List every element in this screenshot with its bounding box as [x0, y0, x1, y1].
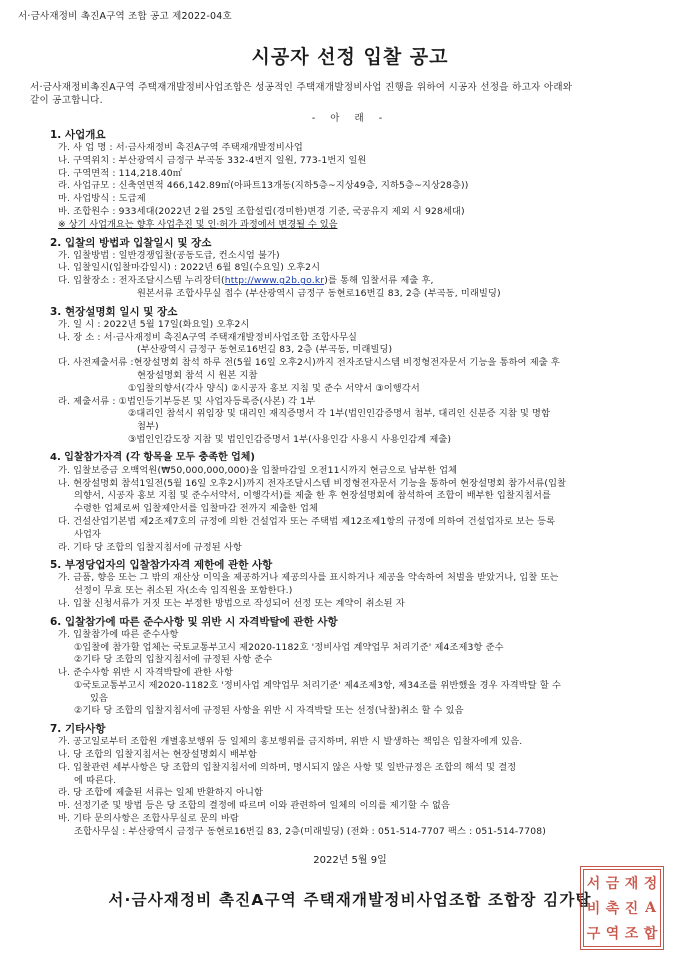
list-item: 라. 사업규모 : 신축연면적 466,142.89㎡(아파트13개동(지하5층~지상49층, 지하5층~지상28층)): [58, 180, 469, 192]
list-item-cont: ③법인인감도장 지참 및 법인인감증명서 1부(사용인감 사용시 사용인감계 제출): [128, 433, 452, 445]
section-5-heading: 5. 부정당업자의 입찰참가자격 제한에 관한 사항: [50, 559, 273, 572]
list-item-cont: ②기타 당 조합의 입찰지침서에 규정된 사항을 위반 시 자격박탈 또는 선정(낙찰)취소 할 수 있음: [74, 705, 464, 717]
intro-text: [30, 81, 666, 107]
seal-character: 합: [643, 926, 658, 943]
list-item: 라. 제출서류 : ①법인등기부등본 및 사업자등록증(사본) 각 1부: [58, 395, 316, 407]
list-item: 나. 준수사항 위반 시 자격박탈에 관한 사항: [58, 667, 233, 679]
list-item: 나. 당 조합의 입찰지침서는 현장설명회시 배부함: [58, 749, 257, 761]
list-item: 나. 장 소 : 서·금사재정비 촉진A구역 주택재개발정비사업조합 조합사무실: [58, 331, 358, 343]
seal-character: 재: [624, 875, 639, 892]
seal-character: A: [645, 899, 656, 916]
list-item: 가. 사 업 명 : 서·금사재정비 촉진A구역 주택재개발정비사업: [58, 142, 303, 153]
seal-character: 서: [586, 875, 601, 892]
list-item: 바. 조합원수 : 933세대(2022년 2월 25일 조합설립(경미한)변경 기준, 국공유지 제외 시 928세대): [58, 205, 465, 217]
list-item: 가. 공고일로부터 조합원 개별홍보행위 등 일체의 홍보행위를 금지하며, 위반 시 발생하는 책임은 입찰자에게 있음.: [58, 736, 523, 748]
section-1-heading: 1. 사업개요: [50, 129, 106, 141]
seal-character: 역: [605, 926, 620, 943]
list-item: 마. 선정기준 및 방법 등은 당 조합의 결정에 따르며 이와 관련하여 일체의 이의를 제기할 수 없음: [58, 800, 451, 812]
section-7-heading: 7. 기타사항: [50, 723, 106, 736]
list-item-cont: 첨부): [137, 421, 159, 433]
list-item: 다. 건설산업기본법 제2조제7호의 규정에 의한 건설업자 또는 주택법 제12조제1항의 규정에 의하여 건설업자로 보는 등록: [58, 515, 556, 527]
list-item-cont: ①입찰에 참가할 업체는 국토교통부고시 제2020-1182호 '정비사업 계약업무 처리기준' 제4조제3항 준수: [74, 641, 504, 653]
list-item: 마. 사업방식 : 도급제: [58, 193, 146, 205]
seal-character: 촉: [605, 900, 620, 917]
list-item: 나. 입찰 신청서류가 거짓 또는 부정한 방법으로 작성되어 선정 또는 계약이 취소된 자: [58, 597, 405, 609]
list-item: 다. 사전제출서류 :현장설명회 참석 하루 전(5월 16일 오후2시)까지 전자조달시스템 비정형전자문서 기능을 통하여 제출 후: [58, 357, 560, 369]
list-item-cont: 수령한 업체로써 입찰제안서를 입찰마감 전까지 제출한 업체: [74, 503, 319, 515]
list-item: 나. 현장설명회 참석1일전(5월 16일 오후2시)까지 전자조달시스템 비정형전자문서 기능을 통하여 현장설명회 참가서류(입찰: [58, 477, 567, 489]
below-marker: - 아 래 -: [311, 113, 389, 124]
place-prefix: 다. 입찰장소 : 전자조달시스템 누리장터(: [58, 275, 225, 287]
list-item: 가. 금품, 향응 또는 그 밖의 재산상 이익을 제공하거나 제공의사를 표시하거나 제공을 약속하여 처벌을 받았거나, 입찰 또는: [58, 572, 559, 584]
notice-number: 서·금사재정비 촉진A구역 조합 공고 제2022-04호: [18, 11, 232, 22]
list-item: 라. 당 조합에 제출된 서류는 일체 반환하지 아니함: [58, 787, 264, 799]
section-2-heading: 2. 입찰의 방법과 입찰일시 및 장소: [50, 236, 212, 249]
seal-character: 구: [586, 926, 601, 943]
list-item-cont: 사업자: [74, 528, 102, 540]
notice-date: 2022년 5월 9일: [313, 854, 387, 866]
list-item: 다. 입찰관련 세부사항은 당 조합의 입찰지침서에 의하며, 명시되지 않은 사항 및 일반규정은 조합의 해석 및 결정: [58, 761, 517, 773]
list-item-cont: 현장설명회 참석 시 원본 지참: [137, 369, 258, 381]
section-1-note: ※ 상기 사업개요는 향후 사업추진 및 인·허가 과정에서 변경될 수 있음: [58, 218, 338, 230]
list-item: 가. 입찰방법 : 일반경쟁입찰(공동도급, 컨소시엄 불가): [58, 249, 280, 261]
seal-character: 정: [643, 875, 658, 892]
list-item: 다. 구역면적 : 114,218.40㎡: [58, 167, 183, 179]
list-item-cont: 선정이 무효 또는 취소된 자(소속 임직원을 포함한다.): [74, 585, 293, 597]
list-item-cont: 의향서, 시공자 홍보 지침 및 준수서약서, 이행각서)를 제출 한 후 현장설명회에 참석하여 조합이 배부한 입찰지침서를: [74, 490, 552, 502]
list-item-cont: ①입찰의향서(각사 양식) ②시공자 홍보 지침 및 준수 서약서 ③이행각서: [128, 382, 420, 394]
list-item-cont: ②기타 당 조합의 입찰지침서에 규정된 사항 준수: [74, 654, 273, 666]
seal-character: 금: [605, 875, 620, 892]
list-item: 가. 일 시 : 2022년 5월 17일(화요일) 오후2시: [58, 318, 250, 330]
g2b-link[interactable]: http://www.g2b.go.kr: [224, 275, 325, 287]
list-item: 바. 기타 문의사항은 조합사무실로 문의 바람: [58, 813, 239, 825]
list-item-cont: (부산광역시 금정구 동현로16번길 83, 2층 (부곡동, 미래빌딩): [137, 344, 393, 356]
list-item-cont: ②대리인 참석시 위임장 및 대리인 재직증명서 각 1부(법인인감증명서 첨부, 대리인 신분증 지참 및 명함: [128, 408, 551, 420]
section-3-heading: 3. 현장설명회 일시 및 장소: [50, 305, 178, 318]
seal-character: 진: [624, 900, 639, 917]
list-item: 가. 입찰보증금 오백억원(₩50,000,000,000)을 입찰마감일 오전11시까지 현금으로 납부한 업체: [58, 464, 458, 476]
page-title: 시공자 선정 입찰 공고: [251, 46, 449, 68]
section-4-heading: 4. 입찰참가자격 (각 항목을 모두 충족한 업체): [50, 451, 256, 463]
list-item-cont: 있음: [90, 692, 109, 704]
signer-line: 서·금사재정비 촉진A구역 주택재개발정비사업조합 조합장 김가탑: [108, 890, 592, 909]
office-contact: 조합사무실 : 부산광역시 금정구 동현로16번길 83, 2층(미래빌딩) (전화 : 051-514-7707 팩스 : 051-514-7708): [74, 825, 547, 837]
union-seal-stamp: [580, 866, 664, 950]
intro-line: 같이 공고합니다.: [30, 95, 103, 106]
list-item: 라. 기타 당 조합의 입찰지침서에 규정된 사항: [58, 541, 242, 553]
list-item: 나. 구역위치 : 부산광역시 금정구 부곡동 332-4번지 일원, 773-1번지 일원: [58, 154, 367, 166]
list-item-cont: ①국토교통부고시 제2020-1182호 '정비사업 계약업무 처리기준' 제4조제3항, 제34조를 위반했을 경우 자격박탈 할 수: [74, 679, 561, 691]
place-suffix: )를 통해 입찰서류 제출 후,: [324, 275, 434, 287]
list-item-cont: 에 따른다.: [74, 774, 117, 786]
seal-character: 비: [586, 900, 601, 917]
list-item-place: [58, 275, 666, 288]
intro-line: 서·금사재정비촉진A구역 주택재개발정비사업조합은 성공적인 주택재개발정비사업 진행을 위하여 시공자 선정을 하고자 아래와: [30, 82, 573, 93]
list-item: 가. 입찰참가에 따른 준수사항: [58, 628, 179, 640]
seal-character: 조: [624, 926, 639, 943]
list-item: 나. 입찰일시(입찰마감일시) : 2022년 6월 8일(수요일) 오후2시: [58, 262, 321, 274]
section-6-heading: 6. 입찰참가에 따른 준수사항 및 위반 시 자격박탈에 관한 사항: [50, 615, 338, 628]
list-item-cont: 원본서류 조합사무실 접수 (부산광역시 금정구 동현로16번길 83, 2층 (부곡동, 미래빌딩): [137, 287, 501, 299]
